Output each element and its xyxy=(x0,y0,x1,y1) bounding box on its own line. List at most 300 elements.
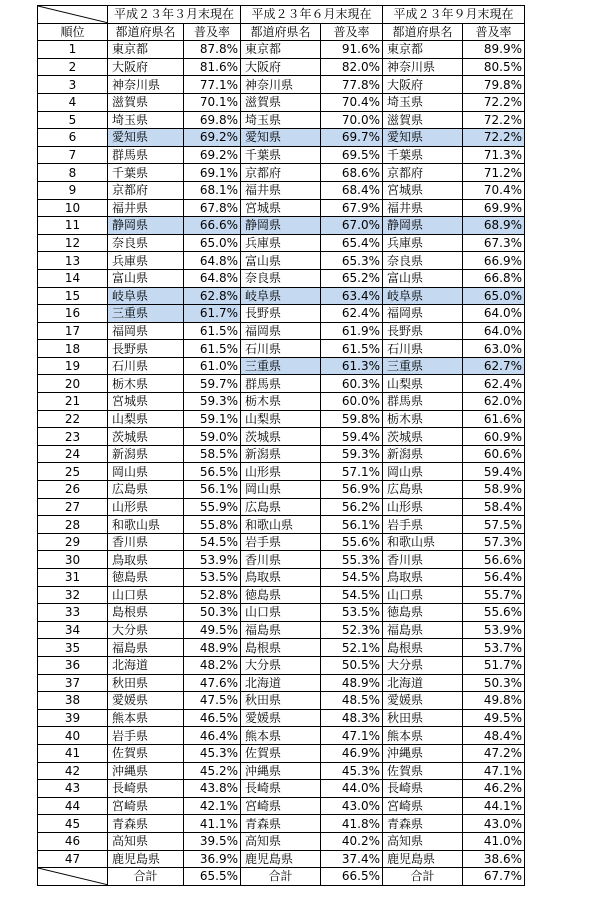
table-row xyxy=(38,709,525,727)
prefecture-cell: 栃木県 xyxy=(383,410,463,428)
rate-cell: 46.5% xyxy=(184,709,241,727)
diagonal-line-icon xyxy=(38,868,107,885)
rate-cell: 48.9% xyxy=(321,674,383,692)
rank-cell: 8 xyxy=(38,164,108,182)
rank-cell: 42 xyxy=(38,762,108,780)
table-row xyxy=(38,621,525,639)
rate-cell: 64.0% xyxy=(463,305,525,323)
rate-cell: 80.5% xyxy=(463,58,525,76)
period-header-jun: 平成２３年６月末現在 xyxy=(241,6,383,24)
rate-cell: 45.3% xyxy=(184,744,241,762)
rate-cell: 62.0% xyxy=(463,393,525,411)
prefecture-cell: 長崎県 xyxy=(108,780,184,798)
prefecture-cell: 三重県 xyxy=(108,305,184,323)
rank-cell: 24 xyxy=(38,445,108,463)
rate-cell: 58.9% xyxy=(463,481,525,499)
rate-cell: 67.9% xyxy=(321,199,383,217)
rate-cell: 46.2% xyxy=(463,780,525,798)
prefecture-cell: 熊本県 xyxy=(383,727,463,745)
rate-cell: 87.8% xyxy=(184,41,241,59)
rate-cell: 48.2% xyxy=(184,656,241,674)
rate-cell: 48.5% xyxy=(321,692,383,710)
rank-cell: 39 xyxy=(38,709,108,727)
prefecture-cell: 富山県 xyxy=(241,252,321,270)
diagonal-line-icon xyxy=(38,6,107,23)
prefecture-cell: 千葉県 xyxy=(241,146,321,164)
rate-cell: 77.8% xyxy=(321,76,383,94)
prefecture-cell: 愛媛県 xyxy=(383,692,463,710)
table-row xyxy=(38,797,525,815)
rank-cell: 18 xyxy=(38,340,108,358)
rate-cell: 41.0% xyxy=(463,832,525,850)
rate-cell: 68.6% xyxy=(321,164,383,182)
rate-cell: 69.2% xyxy=(184,129,241,147)
prefecture-cell: 兵庫県 xyxy=(383,234,463,252)
rank-cell: 47 xyxy=(38,850,108,868)
prefecture-cell: 福島県 xyxy=(108,639,184,657)
rate-cell: 49.5% xyxy=(463,709,525,727)
pref-header: 都道府県名 xyxy=(108,23,184,41)
prefecture-cell: 神奈川県 xyxy=(108,76,184,94)
prefecture-cell: 大阪府 xyxy=(383,76,463,94)
rate-cell: 45.3% xyxy=(321,762,383,780)
rate-cell: 63.0% xyxy=(463,340,525,358)
rate-cell: 59.3% xyxy=(321,445,383,463)
prefecture-cell: 高知県 xyxy=(383,832,463,850)
rate-cell: 36.9% xyxy=(184,850,241,868)
table-row xyxy=(38,762,525,780)
prefecture-cell: 富山県 xyxy=(108,269,184,287)
prefecture-cell: 大分県 xyxy=(383,656,463,674)
column-header-row xyxy=(38,23,525,41)
rank-cell: 21 xyxy=(38,393,108,411)
table-row xyxy=(38,604,525,622)
prefecture-cell: 大阪府 xyxy=(108,58,184,76)
pref-header: 都道府県名 xyxy=(241,23,321,41)
rate-cell: 64.8% xyxy=(184,269,241,287)
table-row xyxy=(38,269,525,287)
rate-cell: 69.9% xyxy=(463,199,525,217)
table-row xyxy=(38,76,525,94)
prefecture-cell: 富山県 xyxy=(383,269,463,287)
rate-cell: 59.1% xyxy=(184,410,241,428)
prefecture-cell: 静岡県 xyxy=(108,217,184,235)
rate-cell: 53.9% xyxy=(463,621,525,639)
table-row xyxy=(38,199,525,217)
prefecture-cell: 栃木県 xyxy=(241,393,321,411)
table-row xyxy=(38,551,525,569)
rate-cell: 56.1% xyxy=(321,516,383,534)
penetration-rate-table xyxy=(37,5,525,886)
rate-cell: 55.6% xyxy=(321,533,383,551)
prefecture-cell: 岩手県 xyxy=(383,516,463,534)
prefecture-cell: 和歌山県 xyxy=(383,533,463,551)
rate-cell: 42.1% xyxy=(184,797,241,815)
rate-cell: 68.4% xyxy=(321,181,383,199)
prefecture-cell: 埼玉県 xyxy=(383,93,463,111)
prefecture-cell: 和歌山県 xyxy=(241,516,321,534)
rate-cell: 60.9% xyxy=(463,428,525,446)
rank-cell: 34 xyxy=(38,621,108,639)
rate-cell: 66.9% xyxy=(463,252,525,270)
prefecture-cell: 茨城県 xyxy=(108,428,184,446)
rate-cell: 38.6% xyxy=(463,850,525,868)
rank-cell: 46 xyxy=(38,832,108,850)
rate-cell: 47.1% xyxy=(321,727,383,745)
rate-cell: 59.4% xyxy=(321,428,383,446)
prefecture-cell: 徳島県 xyxy=(241,586,321,604)
prefecture-cell: 秋田県 xyxy=(241,692,321,710)
rate-cell: 66.6% xyxy=(184,217,241,235)
rate-cell: 49.5% xyxy=(184,621,241,639)
rate-cell: 56.6% xyxy=(463,551,525,569)
prefecture-cell: 大分県 xyxy=(241,656,321,674)
prefecture-cell: 鳥取県 xyxy=(108,551,184,569)
rate-cell: 60.3% xyxy=(321,375,383,393)
rate-cell: 54.5% xyxy=(321,586,383,604)
table-row xyxy=(38,146,525,164)
rate-cell: 60.6% xyxy=(463,445,525,463)
rank-cell: 41 xyxy=(38,744,108,762)
prefecture-cell: 静岡県 xyxy=(383,217,463,235)
rate-cell: 53.9% xyxy=(184,551,241,569)
rate-cell: 56.5% xyxy=(184,463,241,481)
table-row xyxy=(38,234,525,252)
prefecture-cell: 福井県 xyxy=(241,181,321,199)
prefecture-cell: 岩手県 xyxy=(108,727,184,745)
prefecture-cell: 宮城県 xyxy=(241,199,321,217)
corner-cell xyxy=(38,6,108,24)
rank-cell: 45 xyxy=(38,815,108,833)
rate-cell: 64.0% xyxy=(463,322,525,340)
prefecture-cell: 三重県 xyxy=(383,357,463,375)
prefecture-cell: 新潟県 xyxy=(241,445,321,463)
prefecture-cell: 青森県 xyxy=(383,815,463,833)
table-row xyxy=(38,41,525,59)
rate-cell: 72.2% xyxy=(463,111,525,129)
rate-cell: 46.4% xyxy=(184,727,241,745)
rank-header: 順位 xyxy=(38,23,108,41)
prefecture-cell: 福井県 xyxy=(108,199,184,217)
table-row xyxy=(38,586,525,604)
rank-cell: 36 xyxy=(38,656,108,674)
rate-cell: 70.4% xyxy=(321,93,383,111)
prefecture-cell: 宮崎県 xyxy=(383,797,463,815)
rate-cell: 53.5% xyxy=(321,604,383,622)
rate-cell: 89.9% xyxy=(463,41,525,59)
prefecture-cell: 福井県 xyxy=(383,199,463,217)
prefecture-cell: 青森県 xyxy=(241,815,321,833)
rank-cell: 20 xyxy=(38,375,108,393)
rank-cell: 19 xyxy=(38,357,108,375)
rate-cell: 69.8% xyxy=(184,111,241,129)
rank-cell: 32 xyxy=(38,586,108,604)
prefecture-cell: 山口県 xyxy=(108,586,184,604)
prefecture-cell: 山形県 xyxy=(383,498,463,516)
rate-cell: 71.3% xyxy=(463,146,525,164)
prefecture-cell: 群馬県 xyxy=(241,375,321,393)
prefecture-cell: 福島県 xyxy=(383,621,463,639)
rate-cell: 39.5% xyxy=(184,832,241,850)
prefecture-cell: 沖縄県 xyxy=(108,762,184,780)
prefecture-cell: 徳島県 xyxy=(383,604,463,622)
rate-cell: 51.7% xyxy=(463,656,525,674)
rate-cell: 58.5% xyxy=(184,445,241,463)
rate-cell: 55.9% xyxy=(184,498,241,516)
rate-cell: 61.6% xyxy=(463,410,525,428)
prefecture-cell: 京都府 xyxy=(108,181,184,199)
rate-cell: 41.1% xyxy=(184,815,241,833)
rank-cell: 30 xyxy=(38,551,108,569)
prefecture-cell: 長野県 xyxy=(241,305,321,323)
table-row xyxy=(38,58,525,76)
rate-cell: 66.8% xyxy=(463,269,525,287)
rate-cell: 62.4% xyxy=(463,375,525,393)
prefecture-cell: 山口県 xyxy=(383,586,463,604)
pref-header: 都道府県名 xyxy=(383,23,463,41)
table-row xyxy=(38,569,525,587)
rate-cell: 54.5% xyxy=(321,569,383,587)
rate-cell: 61.7% xyxy=(184,305,241,323)
rate-cell: 52.3% xyxy=(321,621,383,639)
table-row xyxy=(38,832,525,850)
prefecture-cell: 山梨県 xyxy=(241,410,321,428)
prefecture-cell: 石川県 xyxy=(108,357,184,375)
rank-cell: 7 xyxy=(38,146,108,164)
prefecture-cell: 東京都 xyxy=(241,41,321,59)
table-row xyxy=(38,428,525,446)
rank-cell: 2 xyxy=(38,58,108,76)
rate-cell: 43.8% xyxy=(184,780,241,798)
prefecture-cell: 北海道 xyxy=(383,674,463,692)
prefecture-cell: 秋田県 xyxy=(383,709,463,727)
total-corner-cell xyxy=(38,868,108,886)
table-row xyxy=(38,481,525,499)
prefecture-cell: 北海道 xyxy=(108,656,184,674)
prefecture-cell: 広島県 xyxy=(383,481,463,499)
rate-cell: 69.5% xyxy=(321,146,383,164)
prefecture-cell: 埼玉県 xyxy=(241,111,321,129)
rate-cell: 53.5% xyxy=(184,569,241,587)
prefecture-cell: 福岡県 xyxy=(383,305,463,323)
rate-cell: 43.0% xyxy=(463,815,525,833)
prefecture-cell: 石川県 xyxy=(383,340,463,358)
prefecture-cell: 高知県 xyxy=(241,832,321,850)
table-row xyxy=(38,129,525,147)
rate-cell: 58.4% xyxy=(463,498,525,516)
rate-cell: 68.1% xyxy=(184,181,241,199)
prefecture-cell: 滋賀県 xyxy=(383,111,463,129)
prefecture-cell: 東京都 xyxy=(383,41,463,59)
prefecture-cell: 群馬県 xyxy=(108,146,184,164)
prefecture-cell: 秋田県 xyxy=(108,674,184,692)
rate-cell: 57.3% xyxy=(463,533,525,551)
table-row xyxy=(38,217,525,235)
prefecture-cell: 佐賀県 xyxy=(241,744,321,762)
rate-cell: 59.7% xyxy=(184,375,241,393)
table-row xyxy=(38,445,525,463)
rate-cell: 70.1% xyxy=(184,93,241,111)
table-row xyxy=(38,463,525,481)
rank-cell: 33 xyxy=(38,604,108,622)
rate-cell: 55.7% xyxy=(463,586,525,604)
table-row xyxy=(38,516,525,534)
rank-cell: 14 xyxy=(38,269,108,287)
table-row xyxy=(38,393,525,411)
prefecture-cell: 栃木県 xyxy=(108,375,184,393)
rate-cell: 57.5% xyxy=(463,516,525,534)
table-row xyxy=(38,287,525,305)
prefecture-cell: 宮崎県 xyxy=(241,797,321,815)
rank-cell: 23 xyxy=(38,428,108,446)
prefecture-cell: 群馬県 xyxy=(383,393,463,411)
rate-cell: 65.4% xyxy=(321,234,383,252)
rate-cell: 65.0% xyxy=(184,234,241,252)
rank-cell: 13 xyxy=(38,252,108,270)
prefecture-cell: 岡山県 xyxy=(108,463,184,481)
rate-cell: 40.2% xyxy=(321,832,383,850)
table-row xyxy=(38,111,525,129)
rate-cell: 50.3% xyxy=(463,674,525,692)
rate-cell: 70.4% xyxy=(463,181,525,199)
total-label: 合計 xyxy=(108,868,184,886)
rank-cell: 38 xyxy=(38,692,108,710)
prefecture-cell: 静岡県 xyxy=(241,217,321,235)
table-row xyxy=(38,850,525,868)
rank-cell: 5 xyxy=(38,111,108,129)
rate-cell: 44.1% xyxy=(463,797,525,815)
table-row xyxy=(38,305,525,323)
rank-cell: 35 xyxy=(38,639,108,657)
prefecture-cell: 香川県 xyxy=(241,551,321,569)
table-row xyxy=(38,780,525,798)
prefecture-cell: 香川県 xyxy=(108,533,184,551)
prefecture-cell: 高知県 xyxy=(108,832,184,850)
prefecture-cell: 島根県 xyxy=(108,604,184,622)
prefecture-cell: 兵庫県 xyxy=(241,234,321,252)
prefecture-cell: 島根県 xyxy=(383,639,463,657)
rank-cell: 37 xyxy=(38,674,108,692)
table-row xyxy=(38,639,525,657)
prefecture-cell: 青森県 xyxy=(108,815,184,833)
rate-cell: 52.8% xyxy=(184,586,241,604)
table-row xyxy=(38,181,525,199)
prefecture-cell: 山口県 xyxy=(241,604,321,622)
rate-cell: 65.0% xyxy=(463,287,525,305)
rate-cell: 91.6% xyxy=(321,41,383,59)
rate-header: 普及率 xyxy=(321,23,383,41)
prefecture-cell: 福岡県 xyxy=(108,322,184,340)
prefecture-cell: 福岡県 xyxy=(241,322,321,340)
prefecture-cell: 三重県 xyxy=(241,357,321,375)
prefecture-cell: 山形県 xyxy=(241,463,321,481)
rate-cell: 70.0% xyxy=(321,111,383,129)
rate-cell: 67.0% xyxy=(321,217,383,235)
rate-cell: 55.3% xyxy=(321,551,383,569)
rate-cell: 37.4% xyxy=(321,850,383,868)
rate-cell: 71.2% xyxy=(463,164,525,182)
prefecture-cell: 佐賀県 xyxy=(108,744,184,762)
table-row xyxy=(38,498,525,516)
rate-cell: 41.8% xyxy=(321,815,383,833)
rate-cell: 56.2% xyxy=(321,498,383,516)
prefecture-cell: 山梨県 xyxy=(383,375,463,393)
rate-cell: 69.2% xyxy=(184,146,241,164)
period-header-sep: 平成２３年９月末現在 xyxy=(383,6,525,24)
rate-cell: 68.9% xyxy=(463,217,525,235)
prefecture-cell: 鹿児島県 xyxy=(108,850,184,868)
rate-header: 普及率 xyxy=(184,23,241,41)
table-row xyxy=(38,375,525,393)
rate-header: 普及率 xyxy=(463,23,525,41)
prefecture-cell: 新潟県 xyxy=(383,445,463,463)
rank-cell: 43 xyxy=(38,780,108,798)
table-row xyxy=(38,744,525,762)
table-row xyxy=(38,252,525,270)
prefecture-cell: 熊本県 xyxy=(108,709,184,727)
rate-cell: 64.8% xyxy=(184,252,241,270)
prefecture-cell: 香川県 xyxy=(383,551,463,569)
prefecture-cell: 北海道 xyxy=(241,674,321,692)
period-header-mar: 平成２３年３月末現在 xyxy=(108,6,241,24)
rate-cell: 61.3% xyxy=(321,357,383,375)
rate-cell: 47.6% xyxy=(184,674,241,692)
rate-cell: 45.2% xyxy=(184,762,241,780)
rate-cell: 55.8% xyxy=(184,516,241,534)
rate-cell: 65.3% xyxy=(321,252,383,270)
rate-cell: 47.2% xyxy=(463,744,525,762)
rate-cell: 79.8% xyxy=(463,76,525,94)
prefecture-cell: 鹿児島県 xyxy=(383,850,463,868)
prefecture-cell: 京都府 xyxy=(241,164,321,182)
rate-cell: 53.7% xyxy=(463,639,525,657)
prefecture-cell: 茨城県 xyxy=(383,428,463,446)
rate-cell: 44.0% xyxy=(321,780,383,798)
rate-cell: 56.9% xyxy=(321,481,383,499)
rate-cell: 48.9% xyxy=(184,639,241,657)
table-row xyxy=(38,815,525,833)
prefecture-cell: 奈良県 xyxy=(241,269,321,287)
rank-cell: 44 xyxy=(38,797,108,815)
prefecture-cell: 愛媛県 xyxy=(108,692,184,710)
prefecture-cell: 兵庫県 xyxy=(108,252,184,270)
table-row xyxy=(38,656,525,674)
prefecture-cell: 沖縄県 xyxy=(383,744,463,762)
rate-cell: 56.4% xyxy=(463,569,525,587)
rate-cell: 72.2% xyxy=(463,93,525,111)
prefecture-cell: 福島県 xyxy=(241,621,321,639)
total-label: 合計 xyxy=(241,868,321,886)
rate-cell: 49.8% xyxy=(463,692,525,710)
prefecture-cell: 滋賀県 xyxy=(108,93,184,111)
rate-cell: 61.5% xyxy=(184,322,241,340)
prefecture-cell: 岡山県 xyxy=(383,463,463,481)
prefecture-cell: 山梨県 xyxy=(108,410,184,428)
prefecture-cell: 長崎県 xyxy=(383,780,463,798)
prefecture-cell: 山形県 xyxy=(108,498,184,516)
prefecture-cell: 沖縄県 xyxy=(241,762,321,780)
rate-cell: 62.4% xyxy=(321,305,383,323)
prefecture-cell: 宮崎県 xyxy=(108,797,184,815)
rate-cell: 63.4% xyxy=(321,287,383,305)
rate-cell: 67.8% xyxy=(184,199,241,217)
rate-cell: 72.2% xyxy=(463,129,525,147)
rate-cell: 46.9% xyxy=(321,744,383,762)
rate-cell: 50.3% xyxy=(184,604,241,622)
rank-cell: 27 xyxy=(38,498,108,516)
prefecture-cell: 岐阜県 xyxy=(241,287,321,305)
table-row xyxy=(38,533,525,551)
